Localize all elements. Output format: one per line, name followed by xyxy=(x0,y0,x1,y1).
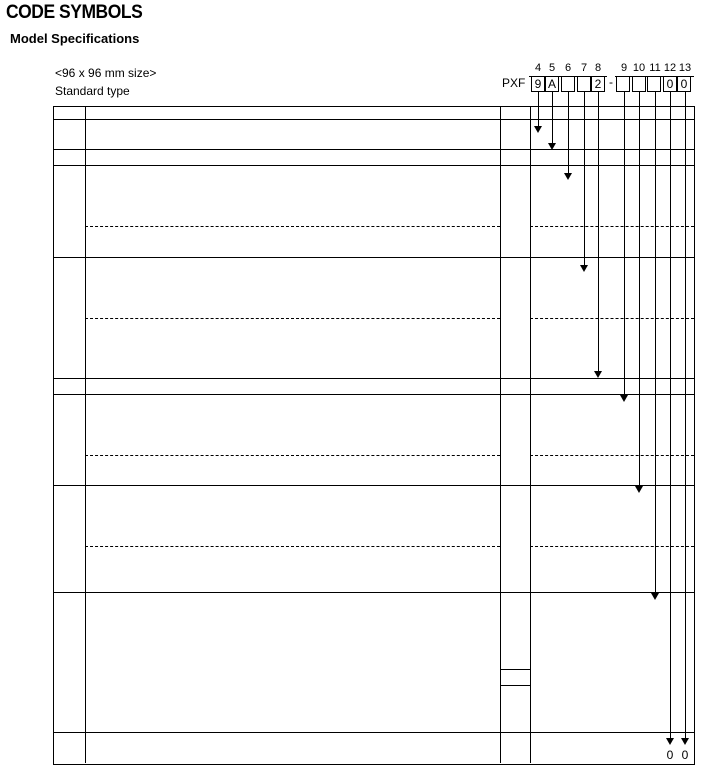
arrow-head xyxy=(580,265,588,272)
code-box: 0 xyxy=(663,76,677,92)
code-box xyxy=(616,76,630,92)
row-rule xyxy=(53,394,694,395)
arrow-line xyxy=(598,91,599,371)
code-value: 0 xyxy=(681,748,689,762)
code-value: 0 xyxy=(666,748,674,762)
section-subtitle: Model Specifications xyxy=(10,31,140,46)
code-box xyxy=(561,76,575,92)
group-divider xyxy=(85,546,500,547)
arrow-line xyxy=(568,91,569,173)
arrow-line xyxy=(670,91,671,738)
digit-number: 11 xyxy=(646,61,664,77)
digit-number: 9 xyxy=(615,61,633,77)
arrow-head xyxy=(564,173,572,180)
arrow-head xyxy=(620,395,628,402)
model-prefix: PXF xyxy=(502,76,526,90)
arrow-head xyxy=(534,126,542,133)
note-col-rule xyxy=(530,106,531,763)
arrow-line xyxy=(584,91,585,265)
row-rule xyxy=(53,592,694,593)
digit-number: 7 xyxy=(575,61,593,77)
digit-number: 13 xyxy=(676,61,694,77)
arrow-line xyxy=(624,91,625,395)
arrow-line xyxy=(538,91,539,126)
arrow-head xyxy=(651,593,659,600)
size-label: <96 x 96 mm size> xyxy=(55,66,157,80)
arrow-head xyxy=(594,371,602,378)
digit-number: 10 xyxy=(630,61,648,77)
arrow-line xyxy=(655,91,656,593)
row-rule xyxy=(53,485,694,486)
digit-number: 8 xyxy=(589,61,607,77)
arrow-head xyxy=(666,738,674,745)
arrow-head xyxy=(681,738,689,745)
note-rule xyxy=(500,685,530,686)
code-dash: - xyxy=(609,75,613,89)
digit-col-rule xyxy=(85,106,86,763)
spec-col-rule xyxy=(500,106,501,763)
group-divider xyxy=(85,226,500,227)
arrow-line xyxy=(685,91,686,738)
row-rule xyxy=(53,378,694,379)
digit-number: 12 xyxy=(661,61,679,77)
code-box: 2 xyxy=(591,76,605,92)
note-rule xyxy=(500,669,530,670)
arrow-head xyxy=(635,486,643,493)
arrow-line xyxy=(639,91,640,486)
digit-number: 6 xyxy=(559,61,577,77)
arrow-head xyxy=(548,143,556,150)
code-box xyxy=(577,76,591,92)
code-box xyxy=(632,76,646,92)
code-box: 9 xyxy=(531,76,545,92)
digit-number: 4 xyxy=(529,61,547,77)
type-label: Standard type xyxy=(55,84,130,98)
row-rule xyxy=(53,732,694,733)
code-box xyxy=(647,76,661,92)
code-box: A xyxy=(545,76,559,92)
group-divider xyxy=(85,318,500,319)
digit-number: 5 xyxy=(543,61,561,77)
group-divider xyxy=(85,455,500,456)
arrow-line xyxy=(552,91,553,143)
code-box: 0 xyxy=(677,76,691,92)
page-title: CODE SYMBOLS xyxy=(6,2,143,23)
